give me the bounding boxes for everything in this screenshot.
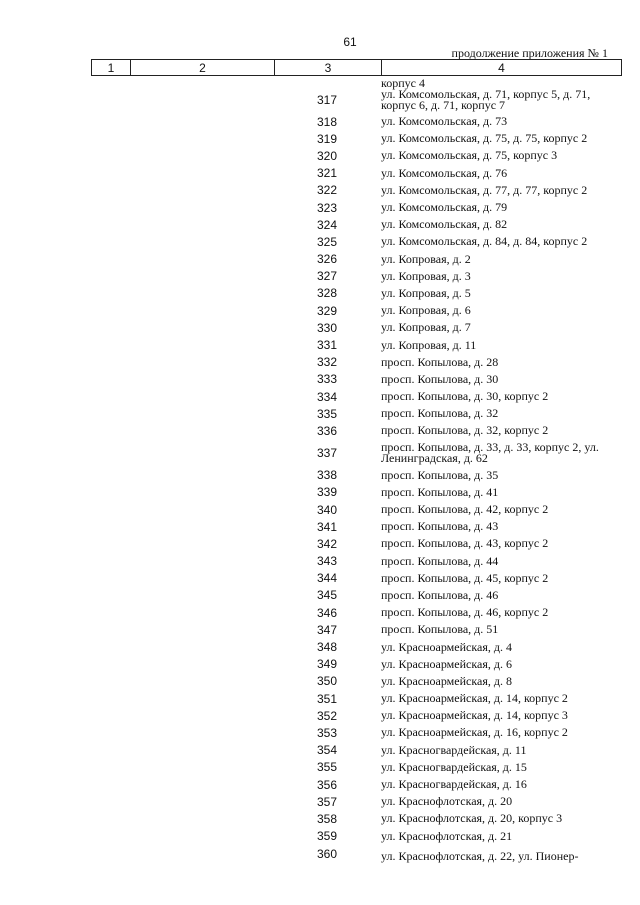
row-address: просп. Копылова, д. 32: [381, 406, 499, 421]
row-number: 337: [316, 446, 337, 461]
row-address: просп. Копылова, д. 42, корпус 2: [381, 502, 549, 517]
table-row: [0, 501, 640, 518]
table-row: [0, 724, 640, 741]
header-col-2: 2: [131, 60, 275, 76]
row-number: 357: [316, 794, 337, 809]
table-row: [0, 440, 640, 467]
previous-row-tail: корпус 4: [381, 76, 425, 90]
row-address: просп. Копылова, д. 43: [381, 519, 499, 534]
row-address: ул. Копровая, д. 6: [381, 303, 471, 318]
table-row: [0, 638, 640, 655]
table-row: [0, 86, 640, 113]
row-number: 319: [316, 131, 337, 146]
row-address: ул. Комсомольская, д. 84, д. 84, корпус 2: [381, 234, 588, 249]
row-address: ул. Комсомольская, д. 73: [381, 114, 508, 129]
row-address: просп. Копылова, д. 44: [381, 553, 499, 568]
table-row: [0, 130, 640, 147]
row-number: 335: [316, 406, 337, 421]
row-address: ул. Копровая, д. 11: [381, 337, 477, 352]
row-number: 325: [316, 234, 337, 249]
table-row: [0, 484, 640, 501]
row-address: ул. Копровая, д. 5: [381, 285, 471, 300]
row-address: ул. Комсомольская, д. 75, корпус 3: [381, 148, 558, 163]
row-address: просп. Копылова, д. 51: [381, 622, 499, 637]
row-number: 317: [316, 92, 337, 107]
table-row: [0, 707, 640, 724]
row-address: просп. Копылова, д. 32, корпус 2: [381, 423, 549, 438]
row-address: ул. Краснофлотская, д. 20: [381, 794, 513, 809]
row-number: 360: [316, 846, 337, 861]
row-number: 340: [316, 502, 337, 517]
row-address: ул. Комсомольская, д. 76: [381, 165, 508, 180]
row-number: 349: [316, 657, 337, 672]
table-row: [0, 199, 640, 216]
table-row: [0, 113, 640, 130]
table-row: [0, 621, 640, 638]
row-number: 329: [316, 303, 337, 318]
table-row: [0, 165, 640, 182]
row-address: ул. Копровая, д. 7: [381, 320, 471, 335]
row-number: 320: [316, 148, 337, 163]
row-number: 351: [316, 691, 337, 706]
row-number: 334: [316, 389, 337, 404]
row-number: 344: [316, 571, 337, 586]
row-number: 318: [316, 114, 337, 129]
table-row: [0, 847, 640, 864]
table-row: [0, 251, 640, 268]
row-number: 348: [316, 640, 337, 655]
row-address: ул. Красноармейская, д. 8: [381, 673, 512, 688]
row-address: ул. Красноармейская, д. 16, корпус 2: [381, 725, 568, 740]
row-number: 354: [316, 743, 337, 758]
row-address: ул. Краснофлотская, д. 22, ул. Пионер-: [381, 848, 579, 863]
table-row: [0, 319, 640, 336]
table-row: [0, 518, 640, 535]
table-row: [0, 828, 640, 845]
row-number: 333: [316, 372, 337, 387]
table-row: [0, 371, 640, 388]
row-number: 342: [316, 536, 337, 551]
header-col-1: 1: [92, 60, 131, 76]
row-address: ул. Красноармейская, д. 14, корпус 3: [381, 708, 568, 723]
row-address: просп. Копылова, д. 45, корпус 2: [381, 570, 549, 585]
row-address: просп. Копылова, д. 35: [381, 467, 499, 482]
table-row: [0, 147, 640, 164]
row-address: просп. Копылова, д. 30: [381, 371, 499, 386]
row-number: 339: [316, 485, 337, 500]
row-address: просп. Копылова, д. 43, корпус 2: [381, 536, 549, 551]
table-row: [0, 604, 640, 621]
column-header-table: [91, 59, 622, 76]
table-row: [0, 742, 640, 759]
row-number: 345: [316, 588, 337, 603]
table-row: [0, 535, 640, 552]
row-number: 327: [316, 269, 337, 284]
row-address: ул. Краснофлотская, д. 21: [381, 828, 513, 843]
table-row: [0, 690, 640, 707]
row-address: ул. Красноармейская, д. 14, корпус 2: [381, 691, 568, 706]
row-number: 321: [316, 166, 337, 181]
table-row: [0, 354, 640, 371]
row-address: ул. Красногвардейская, д. 16: [381, 777, 527, 792]
table-row: [0, 422, 640, 439]
row-address: ул. Красноармейская, д. 4: [381, 639, 512, 654]
row-number: 353: [316, 725, 337, 740]
row-address: ул. Копровая, д. 2: [381, 251, 471, 266]
row-number: 352: [316, 708, 337, 723]
row-number: 346: [316, 605, 337, 620]
row-address: ул. Копровая, д. 3: [381, 268, 471, 283]
row-number: 330: [316, 320, 337, 335]
row-address: ул. Комсомольская, д. 77, д. 77, корпус 2: [381, 182, 588, 197]
address-list: [0, 77, 640, 864]
table-row: [0, 810, 640, 827]
row-address: ул. Комсомольская, д. 71, корпус 5, д. 71, корпус 6, д. 71, корпус 7: [381, 86, 591, 112]
row-address: просп. Копылова, д. 30, корпус 2: [381, 389, 549, 404]
row-address: ул. Комсомольская, д. 82: [381, 217, 508, 232]
table-row: [0, 285, 640, 302]
row-number: 355: [316, 760, 337, 775]
row-address: ул. Красногвардейская, д. 15: [381, 759, 527, 774]
row-number: 341: [316, 519, 337, 534]
table-row: [0, 268, 640, 285]
table-row: [0, 759, 640, 776]
table-row: [0, 553, 640, 570]
row-number: 338: [316, 468, 337, 483]
row-number: 343: [316, 554, 337, 569]
row-address: просп. Копылова, д. 28: [381, 354, 499, 369]
row-number: 359: [316, 829, 337, 844]
row-number: 328: [316, 286, 337, 301]
table-row: [0, 233, 640, 250]
row-number: 324: [316, 217, 337, 232]
row-number: 356: [316, 777, 337, 792]
row-address: просп. Копылова, д. 46: [381, 587, 499, 602]
table-row: [0, 405, 640, 422]
page-number: 61: [343, 35, 357, 49]
table-row: [0, 182, 640, 199]
row-address: ул. Красноармейская, д. 6: [381, 656, 512, 671]
row-address: ул. Комсомольская, д. 75, д. 75, корпус 2: [381, 131, 588, 146]
continuation-label: продолжение приложения № 1: [451, 46, 608, 60]
row-number: 323: [316, 200, 337, 215]
row-number: 336: [316, 423, 337, 438]
table-row: [0, 467, 640, 484]
table-row: [0, 570, 640, 587]
table-row: [0, 587, 640, 604]
row-address: ул. Комсомольская, д. 79: [381, 200, 508, 215]
row-number: 350: [316, 674, 337, 689]
table-row: [0, 336, 640, 353]
row-address: ул. Красногвардейская, д. 11: [381, 742, 527, 757]
row-number: 322: [316, 183, 337, 198]
row-address: просп. Копылова, д. 33, д. 33, корпус 2, ул. Ленинградская, д. 62: [381, 440, 599, 466]
table-row: [0, 216, 640, 233]
table-row: [0, 388, 640, 405]
row-number: 332: [316, 355, 337, 370]
row-address: просп. Копылова, д. 41: [381, 484, 499, 499]
header-col-3: 3: [275, 60, 382, 76]
table-row: [0, 673, 640, 690]
table-row: [0, 656, 640, 673]
table-row: [0, 793, 640, 810]
row-address: ул. Краснофлотская, д. 20, корпус 3: [381, 811, 563, 826]
table-row: [0, 776, 640, 793]
row-number: 331: [316, 338, 337, 353]
row-number: 347: [316, 622, 337, 637]
row-address: просп. Копылова, д. 46, корпус 2: [381, 605, 549, 620]
table-row: [0, 302, 640, 319]
row-number: 358: [316, 811, 337, 826]
row-number: 326: [316, 252, 337, 267]
header-col-4: 4: [382, 60, 622, 76]
